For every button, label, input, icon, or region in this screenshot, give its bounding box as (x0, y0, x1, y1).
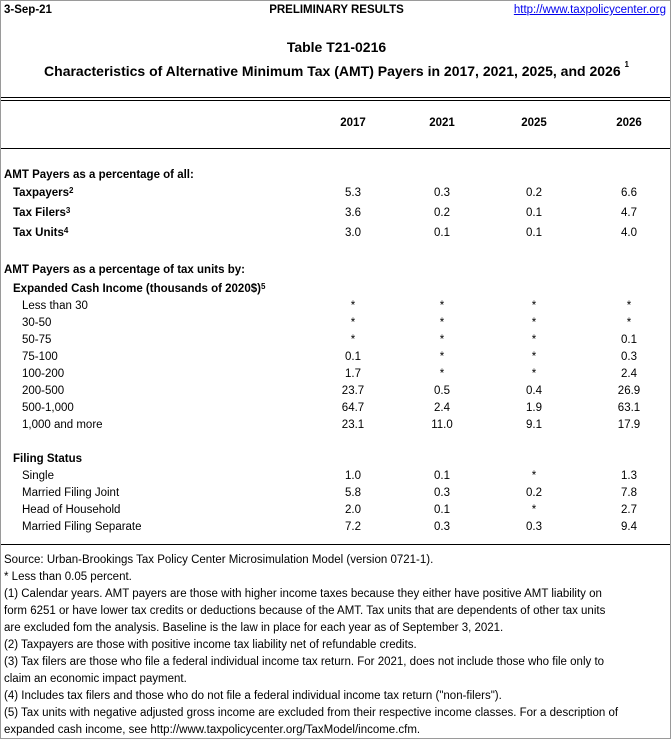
footnote-line: claim an economic impact payment. (4, 673, 187, 685)
cell-2025: * (531, 300, 537, 312)
row-label-text: Filing Status (13, 453, 82, 465)
cell-2021: 0.3 (434, 487, 450, 499)
footnote-line: form 6251 or have lower tax credits or deductions because of the AMT. Tax units that are dependents of other tax units (4, 605, 606, 617)
footnote-ref: 3 (65, 206, 71, 215)
cell-2017: 64.7 (341, 402, 365, 414)
double-divider (1, 97, 670, 101)
table-row (1, 502, 670, 519)
footnote-line: (2) Taxpayers are those with positive income tax liability net of refundable credits. (4, 639, 417, 651)
cell-2026: 26.9 (617, 385, 641, 397)
footnote-line: (1) Calendar years. AMT payers are those with higher income taxes because they either have positive AMT liability on (4, 588, 602, 600)
table-row (1, 315, 670, 332)
row-label (22, 485, 119, 502)
cell-2021: * (439, 317, 445, 329)
cell-2017: 3.6 (345, 207, 361, 219)
cell-2017: 0.1 (345, 351, 361, 363)
cell-2025: 0.1 (526, 227, 542, 239)
table-row (1, 417, 670, 434)
cell-2026: 63.1 (617, 402, 641, 414)
subtitle-text: Characteristics of Alternative Minimum Tax (AMT) Payers in 2017, 2021, 2025, and 2026 (44, 63, 621, 79)
header-divider (1, 148, 670, 149)
cell-2017: 1.7 (345, 368, 361, 380)
column-header-2026: 2026 (616, 117, 642, 129)
cell-2017: 3.0 (345, 227, 361, 239)
row-label-text: 30-50 (22, 317, 52, 329)
footnote-line: (3) Tax filers are those who file a federal individual income tax return. For 2021, does not include those who file only to (4, 656, 605, 668)
cell-2021: * (439, 368, 445, 380)
cell-2025: 0.3 (526, 521, 542, 533)
table-row (1, 262, 670, 279)
cell-2021: 0.1 (434, 504, 450, 516)
cell-2021: 0.3 (434, 187, 450, 199)
row-label (13, 185, 74, 202)
row-label-text: Expanded Cash Income (thousands of 2020$) (13, 283, 261, 295)
cell-2017: * (350, 317, 356, 329)
row-label-text: AMT Payers as a percentage of tax units by: (4, 264, 245, 276)
row-label (22, 315, 51, 332)
table-row (1, 167, 670, 184)
table-row (1, 332, 670, 349)
cell-2026: 0.3 (621, 351, 637, 363)
row-label (22, 468, 54, 485)
table-row (1, 205, 670, 222)
notes-divider (1, 544, 670, 545)
cell-2025: * (531, 317, 537, 329)
footnotes (4, 552, 669, 739)
footnote-line: * Less than 0.05 percent. (4, 571, 132, 583)
table-row (1, 366, 670, 383)
footnote-line: Source: Urban-Brookings Tax Policy Center Microsimulation Model (version 0721-1). (4, 554, 434, 566)
row-label (22, 366, 64, 383)
cell-2021: 0.1 (434, 470, 450, 482)
cell-2021: 0.2 (434, 207, 450, 219)
row-label (22, 383, 64, 400)
cell-2021: * (439, 334, 445, 346)
tpc-link[interactable]: http://www.taxpolicycenter.org (513, 4, 666, 16)
cell-2017: 23.7 (341, 385, 365, 397)
cell-2021: * (439, 351, 445, 363)
cell-2025: * (531, 351, 537, 363)
cell-2026: 9.4 (621, 521, 637, 533)
row-label (13, 281, 265, 298)
cell-2021: 0.1 (434, 227, 450, 239)
table-row (1, 185, 670, 202)
cell-2026: 2.7 (621, 504, 637, 516)
row-label-text: 100-200 (22, 368, 65, 380)
column-header-2021: 2021 (429, 117, 455, 129)
row-label-text: 50-75 (22, 334, 52, 346)
table-row (1, 519, 670, 536)
footnote-line: (5) Tax units with negative adjusted gross income are excluded from their respective income classes. For a description of (4, 707, 619, 719)
row-label (13, 451, 82, 468)
table-row (1, 281, 670, 298)
footnote-line: expanded cash income, see http://www.taxpolicycenter.org/TaxModel/income.cfm. (4, 724, 421, 736)
subtitle-footnote: 1 (624, 60, 629, 69)
row-label-text: 200-500 (22, 385, 65, 397)
row-label (22, 349, 58, 366)
row-label (22, 298, 88, 315)
row-label (22, 502, 120, 519)
footnote-ref: 5 (260, 282, 266, 291)
table-title: Table T21-0216 (286, 39, 387, 55)
row-label-text: Married Filing Joint (22, 487, 120, 499)
cell-2017: 5.8 (345, 487, 361, 499)
table-row (1, 349, 670, 366)
cell-2026: 17.9 (617, 419, 641, 431)
table-row (1, 400, 670, 417)
row-label-text: Married Filing Separate (22, 521, 142, 533)
cell-2025: 9.1 (526, 419, 542, 431)
cell-2021: 11.0 (431, 419, 453, 431)
cell-2025: * (531, 368, 537, 380)
cell-2021: * (439, 300, 445, 312)
row-label-text: Head of Household (22, 504, 121, 516)
cell-2026: * (626, 317, 632, 329)
row-label (22, 519, 142, 536)
table-row (1, 485, 670, 502)
table-row (1, 468, 670, 485)
cell-2026: 2.4 (621, 368, 637, 380)
status-label: PRELIMINARY RESULTS (269, 4, 404, 16)
cell-2017: 5.3 (345, 187, 361, 199)
cell-2026: 4.0 (621, 227, 637, 239)
cell-2025: * (531, 504, 537, 516)
cell-2025: * (531, 470, 537, 482)
footnote-line: are excluded fom the analysis. Baseline is the law in place for each year as of September 3, 2021. (4, 622, 504, 634)
cell-2025: 1.9 (526, 402, 542, 414)
column-header-2017: 2017 (340, 117, 366, 129)
row-label-text: 500-1,000 (22, 402, 74, 414)
table-row (1, 225, 670, 242)
row-label (4, 262, 245, 279)
row-label-text: 75-100 (22, 351, 58, 363)
cell-2025: 0.2 (526, 487, 542, 499)
table-row (1, 383, 670, 400)
cell-2021: 0.5 (434, 385, 450, 397)
cell-2026: 6.6 (621, 187, 637, 199)
row-label (4, 167, 194, 184)
cell-2025: 0.1 (526, 207, 542, 219)
cell-2017: 23.1 (341, 419, 365, 431)
row-label-text: Tax Filers (13, 207, 66, 219)
row-label-text: 1,000 and more (22, 419, 103, 431)
row-label-text: Taxpayers (13, 187, 70, 199)
row-label-text: Tax Units (13, 227, 64, 239)
cell-2026: 1.3 (621, 470, 637, 482)
cell-2017: 7.2 (345, 521, 361, 533)
cell-2026: 7.8 (621, 487, 637, 499)
table-row (1, 245, 670, 262)
cell-2021: 0.3 (434, 521, 450, 533)
row-label-text: Single (22, 470, 54, 482)
footnote-ref: 4 (63, 226, 69, 235)
row-label (22, 417, 103, 434)
row-label (22, 332, 51, 349)
cell-2017: * (350, 300, 356, 312)
table-subtitle (1, 60, 671, 79)
cell-2026: 0.1 (621, 334, 637, 346)
cell-2026: 4.7 (621, 207, 637, 219)
cell-2025: 0.4 (526, 385, 542, 397)
table-row (1, 298, 670, 315)
table-row (1, 451, 670, 468)
column-header-2025: 2025 (521, 117, 547, 129)
cell-2026: * (626, 300, 632, 312)
table-row (1, 434, 670, 451)
report-date: 3-Sep-21 (4, 4, 52, 16)
cell-2017: 1.0 (345, 470, 361, 482)
cell-2021: 2.4 (434, 402, 450, 414)
cell-2025: * (531, 334, 537, 346)
footnote-ref: 2 (69, 186, 74, 195)
row-label (22, 400, 74, 417)
row-label-text: AMT Payers as a percentage of all: (4, 169, 194, 181)
row-label (13, 225, 68, 242)
row-label (13, 205, 70, 222)
cell-2017: 2.0 (345, 504, 361, 516)
cell-2025: 0.2 (526, 187, 542, 199)
row-label-text: Less than 30 (22, 300, 88, 312)
footnote-line: (4) Includes tax filers and those who do not file a federal individual income tax return ("non-filers"). (4, 690, 502, 702)
cell-2017: * (350, 334, 356, 346)
